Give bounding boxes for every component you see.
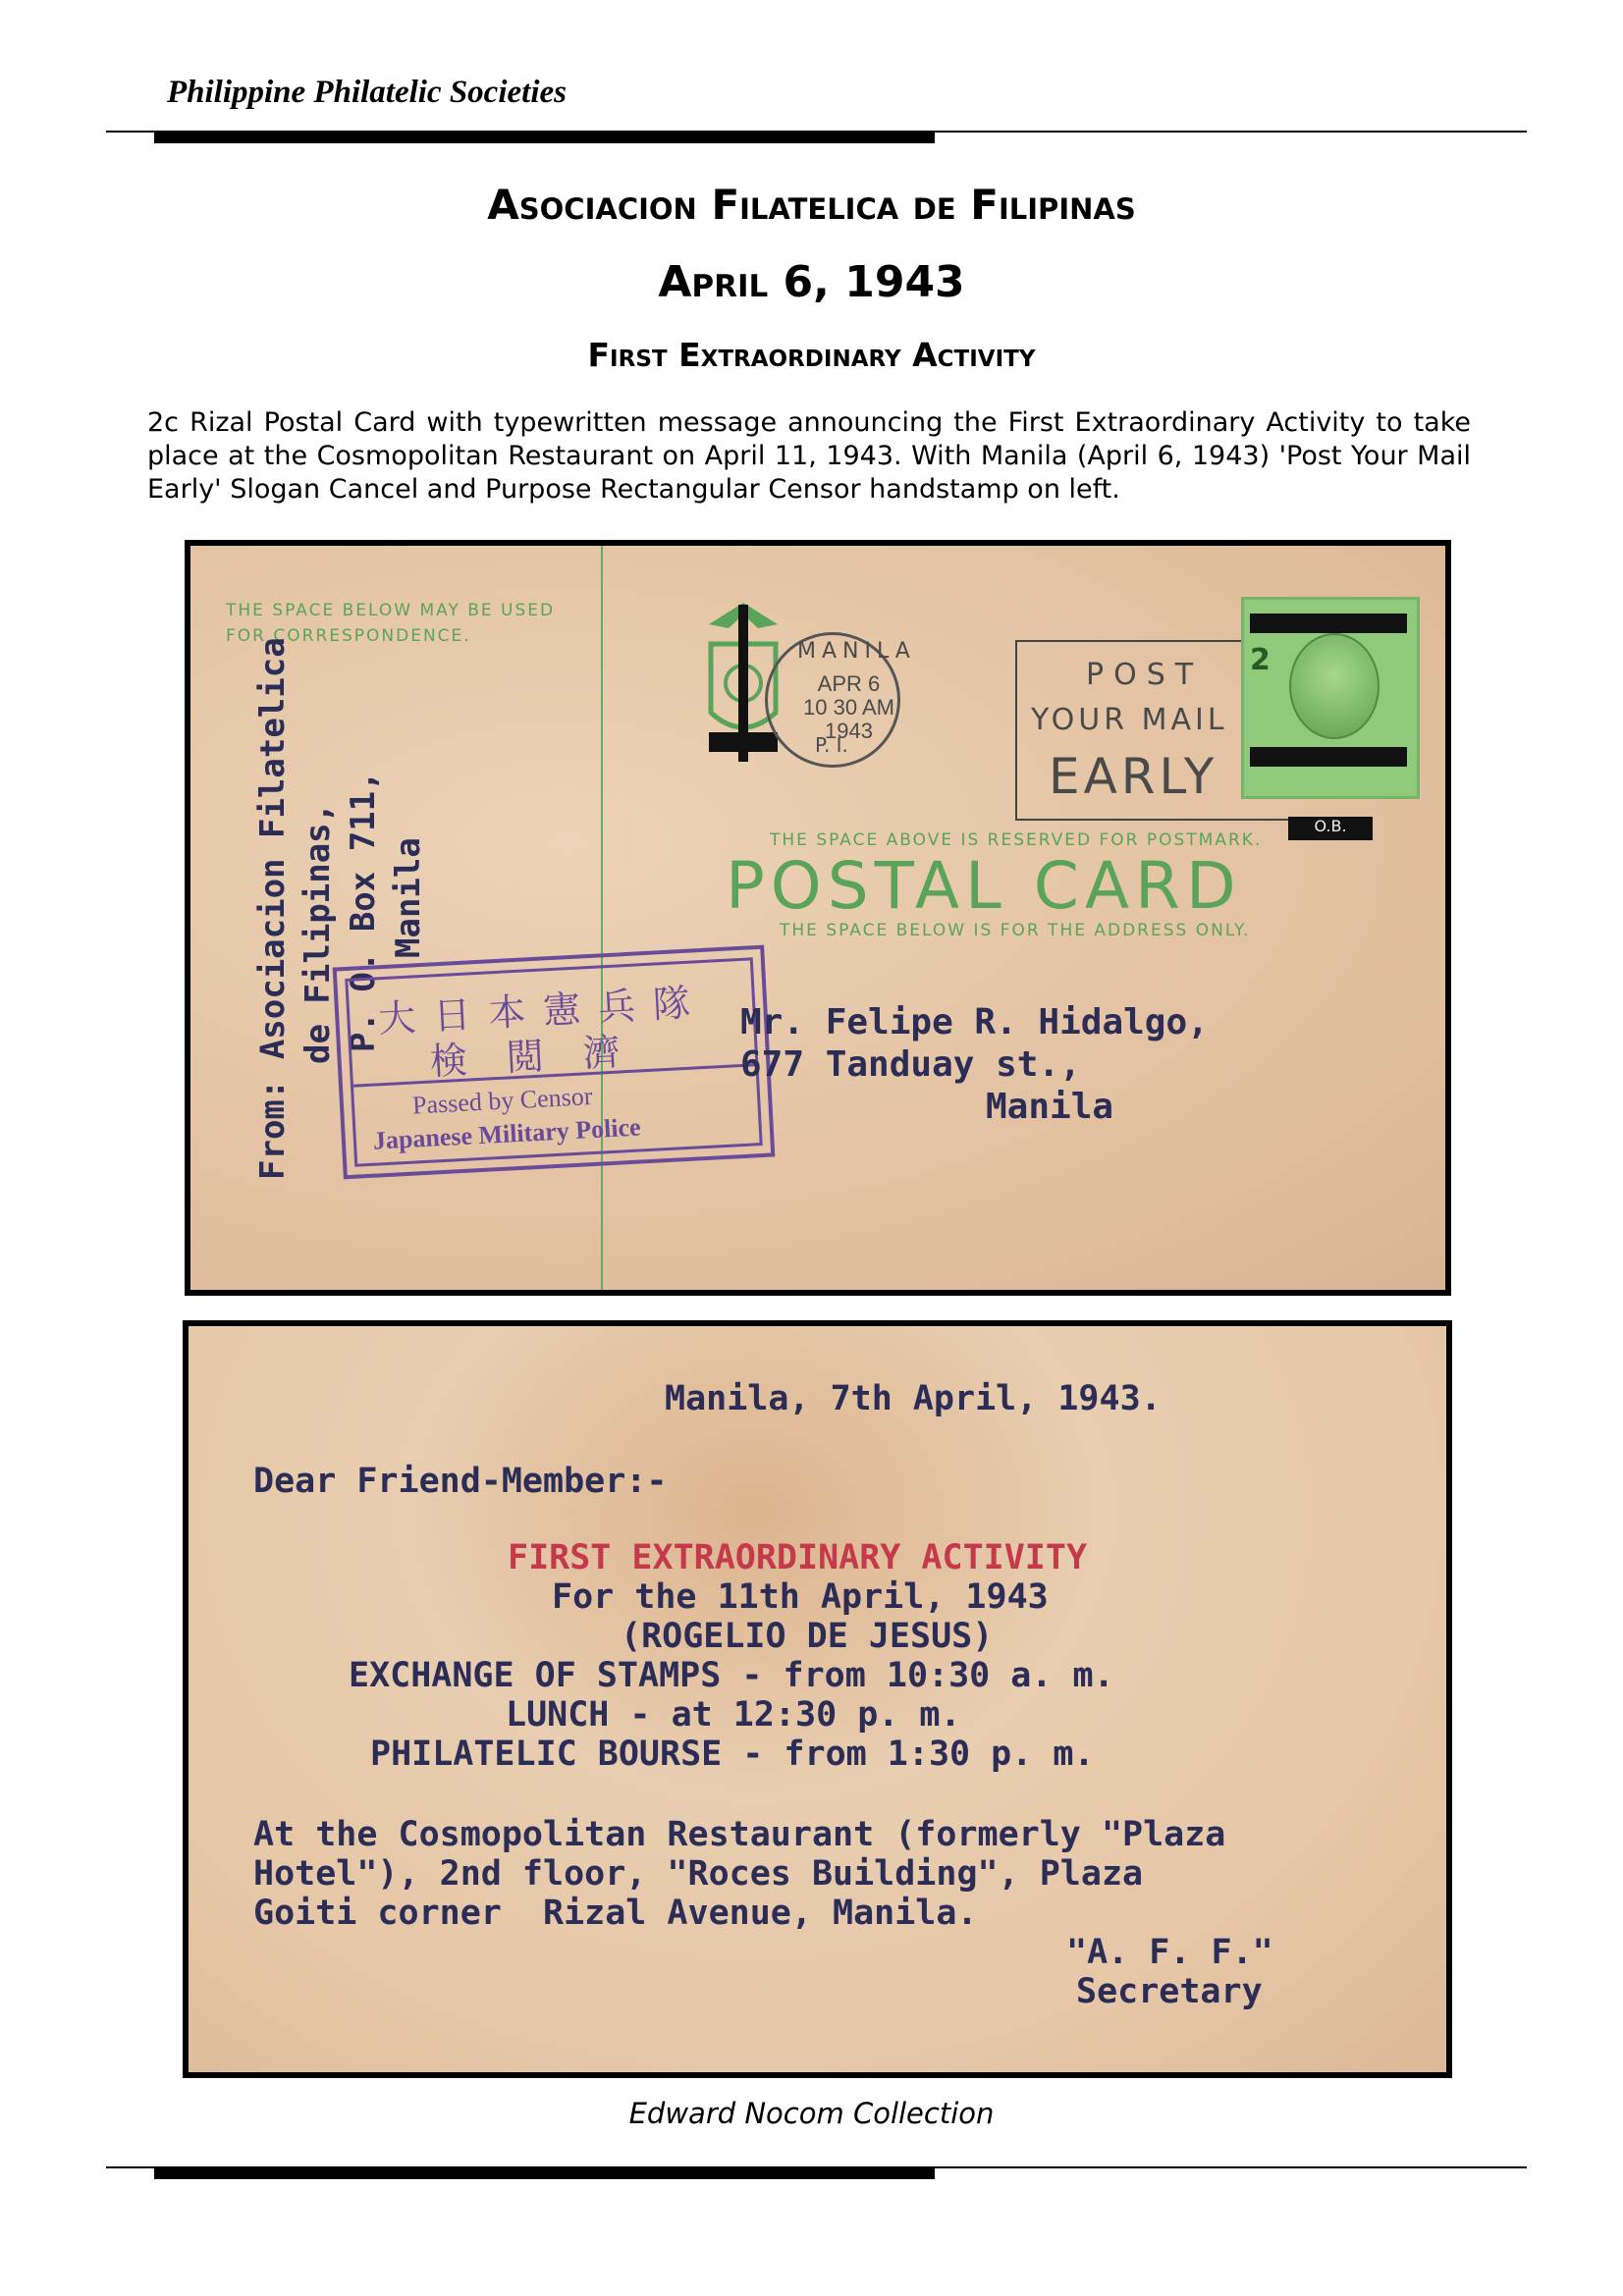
address-note: THE SPACE BELOW IS FOR THE ADDRESS ONLY. bbox=[780, 921, 1251, 940]
correspondence-note-line2: FOR CORRESPONDENCE. bbox=[226, 626, 471, 646]
message-exchange: EXCHANGE OF STAMPS - from 10:30 a. m. bbox=[349, 1656, 1114, 1695]
sender-line-2: de Filipinas, bbox=[298, 802, 338, 1064]
sender-line-4: Manila bbox=[389, 837, 428, 958]
sender-line-1: From: Asociacion Filatelica bbox=[253, 637, 293, 1180]
slogan-line-2: YOUR MAIL bbox=[1031, 703, 1228, 737]
cancel-city: MANILA bbox=[797, 639, 916, 664]
message-signature-title: Secretary bbox=[1076, 1972, 1263, 2011]
manila-cancel bbox=[765, 632, 916, 768]
postal-card-back bbox=[183, 1320, 1452, 2078]
addressee-line-1: Mr. Felipe R. Hidalgo, bbox=[740, 1002, 1209, 1042]
message-heading: FIRST EXTRAORDINARY ACTIVITY bbox=[508, 1538, 1088, 1577]
censor-kanji-line2: 検閲濟 bbox=[428, 1028, 661, 1084]
message-venue-1: At the Cosmopolitan Restaurant (formerly "Plaza bbox=[253, 1815, 1226, 1854]
collection-caption: Edward Nocom Collection bbox=[628, 2097, 995, 2130]
message-venue-2: Hotel"), 2nd floor, "Roces Building", Plaza bbox=[253, 1854, 1144, 1894]
addressee-line-2: 677 Tanduay st., bbox=[740, 1044, 1081, 1085]
header-rule-thick bbox=[154, 133, 935, 143]
rizal-portrait-icon bbox=[1289, 633, 1380, 739]
page-subtitle: First Extraordinary Activity bbox=[587, 336, 1036, 374]
message-for-line: For the 11th April, 1943 bbox=[552, 1577, 1049, 1617]
cancel-region: P. I. bbox=[815, 733, 848, 757]
addressee-line-3: Manila bbox=[986, 1087, 1114, 1127]
cancel-date-day: APR 6 bbox=[817, 671, 881, 696]
card-divider-line bbox=[601, 546, 603, 1292]
cancel-time: 10 30 AM bbox=[803, 695, 894, 720]
message-signature: "A. F. F." bbox=[1066, 1933, 1273, 1972]
cancel-year: 1943 bbox=[825, 719, 873, 743]
postmark-note: THE SPACE ABOVE IS RESERVED FOR POSTMARK. bbox=[770, 830, 1263, 850]
message-honoree: (ROGELIO DE JESUS) bbox=[621, 1617, 994, 1656]
stamp-obliteration-bar-bottom bbox=[1250, 747, 1407, 767]
page-title: Asociacion Filatelica de Filipinas bbox=[487, 181, 1136, 229]
censor-handstamp bbox=[333, 945, 776, 1180]
sender-line-3: P. O. Box 711, bbox=[344, 771, 383, 1052]
slogan-line-3: EARLY bbox=[1049, 748, 1218, 805]
slogan-line-1: POST bbox=[1086, 658, 1204, 692]
postal-card-label: POSTAL CARD bbox=[726, 848, 1242, 924]
message-lunch: LUNCH - at 12:30 p. m. bbox=[506, 1695, 961, 1735]
message-date: Manila, 7th April, 1943. bbox=[665, 1379, 1162, 1418]
censor-police-line: Japanese Military Police bbox=[372, 1112, 642, 1155]
censor-passed-line: Passed by Censor bbox=[411, 1082, 594, 1120]
message-venue-3: Goiti corner Rizal Avenue, Manila. bbox=[253, 1894, 978, 1933]
description: 2c Rizal Postal Card with typewritten message announcing the First Extraordinary Activity to take place at the Cosmopolitan Restaurant on April 11, 1943. With Manila (April 6, 1943) 'Post Your Mail Early' Slogan Cancel and Purpose Rectangular Censor handstamp on left. bbox=[147, 407, 1471, 505]
stamp-denomination: 2 bbox=[1250, 643, 1271, 677]
header-title: Philippine Philatelic Societies bbox=[167, 75, 567, 110]
page-date: April 6, 1943 bbox=[658, 257, 965, 307]
postal-card-front bbox=[185, 540, 1451, 1296]
correspondence-note-line1: THE SPACE BELOW MAY BE USED bbox=[226, 601, 556, 620]
censor-kanji-line1: 大日本憲兵隊 bbox=[377, 980, 710, 1041]
stamp-obliteration-bar-top bbox=[1250, 614, 1407, 633]
message-bourse: PHILATELIC BOURSE - from 1:30 p. m. bbox=[370, 1735, 1095, 1774]
ob-overprint: O.B. bbox=[1288, 817, 1373, 840]
rizal-stamp bbox=[1241, 597, 1420, 799]
footer-rule-thick bbox=[154, 2168, 935, 2179]
message-greeting: Dear Friend-Member:- bbox=[253, 1462, 668, 1501]
